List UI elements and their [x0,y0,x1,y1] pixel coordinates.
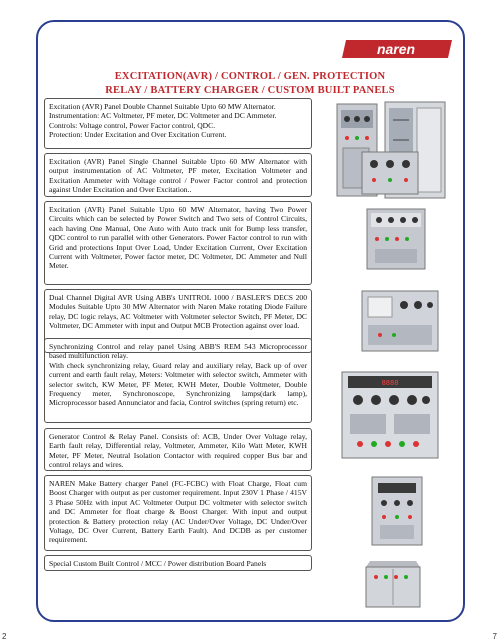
avr-two-circuit-panel-photo [365,207,427,271]
item-text: Special Custom Built Control / MCC / Power distribution Board Panels [49,559,267,568]
synchronizing-panel-photo [340,370,440,460]
item-text: Controls: Voltage control, Power Factor control, QDC. [49,120,216,130]
item-text: Instrumentation: AC Voltmeter, PF meter, DC Voltmeter and DC Ammeter. [49,111,277,121]
item-avr-two-power-circuits [44,201,312,285]
page-number-left: 2 [2,632,7,641]
heading-line-1: EXCITATION(AVR) / CONTROL / GEN. PROTECTION [114,71,386,82]
custom-built-panel-photo [362,557,424,609]
item-avr-single-channel [44,153,312,197]
item-custom-built-panels [44,555,312,571]
item-text: With check synchronizing relay, Guard relay and auxiliary relay, Back up of over current and earth fault relay, Meters: Voltmeter with selector switch, Ammeter with selector switch, KW Meter, PF Meter, KWH Meter, Double Voltmeter, Double Frequency meter, Synchronoscope, Synchronizing lamps(dark lamp), Microprocessor based Annunciator and facia, Control switches (spring return) etc. [49,360,307,408]
item-text: Protection: Under Excitation and Over Excitation Current. [49,130,227,140]
item-text: Dual Channel Digital AVR Using ABB's UNITROL 1000 / BASLER'S DECS 200 Modules Suitable Upto 30 MW Alternator with Naren Make rotating Diode Failure relay, DC logic relays, AC Voltmeter with Voltmeter selector Switch, PF Meter, DC Voltmeter, DC Ammeter with input and Output MCB Protection against over load. [49,293,307,331]
item-text: Synchronizing Control and relay panel Using ABB'S REM 543 Microprocessor based multifunction relay. [49,342,307,361]
item-text: Excitation (AVR) Panel Double Channel Suitable Upto 60 MW Alternator. [49,102,276,111]
item-generator-control-relay [44,428,312,471]
item-text: NAREN Make Battery charger Panel (FC-FCBC) with Float Charge, Float cum Boost Charger with output as per customer requirement. Input 230V 1 Phase / 415V 3 Phase 50Hz with input AC Voltmeter Output DC voltmeter with selector switch and DC Ammeter for float charge & Boost Charger. With input and output protection & Battery protection relay (AC Under/Over Voltage, DC Under/Over Voltage, DC Over Current, Battery Earth Fault). And DCDB as per customer requirement. [49,479,307,545]
svg-text:8888: 8888 [381,380,399,388]
item-avr-double-channel [44,98,312,149]
page-number-right: 7 [492,632,497,641]
avr-single-channel-panel-photo [360,150,420,195]
brand-name: naren [376,41,416,57]
item-battery-charger [44,475,312,551]
item-text: Generator Control & Relay Panel. Consists of: ACB, Under Over Voltage relay, Earth fault relay, Differential relay, Voltmeter, Ammeter, Kilo Watt Meter, KWH Meter, PF Meter, Neutral Isolation Contactor with required copper Bus bar and control relays and wires. [49,432,307,470]
item-text: Excitation (AVR) Panel Single Channel Suitable Upto 60 MW Alternator with output instrumentation of AC Voltmeter, PF meter, Excitation Voltmeter and Excitation Ammeter with Voltage control / Power Factor control and protection against Under Excitation and Over Excitation.. [49,157,307,195]
heading-line-2: RELAY / BATTERY CHARGER / CUSTOM BUILT PANELS [105,85,395,96]
digital-avr-panel-photo [360,289,440,353]
page-heading [40,70,460,98]
item-synchronizing-panel [44,338,312,423]
naren-logo [340,38,455,60]
battery-charger-panel-photo [370,475,424,547]
item-text: Excitation (AVR) Panel Suitable Upto 60 MW Alternator, having Two Power Circuits which can be selected by Power Switch and Two sets of Control Circuits, each having One Manual, One Auto with Auto track unit for Bump less transfer, QDC control to run parallel with other Generators. Power Factor control to run with Grid and protections Input Over Load, Under Excitation Current, Over Excitation Current with Voltmeter, Power factor meter, DC Voltmeter, DC Ammeter and Null Meter. [49,205,307,271]
